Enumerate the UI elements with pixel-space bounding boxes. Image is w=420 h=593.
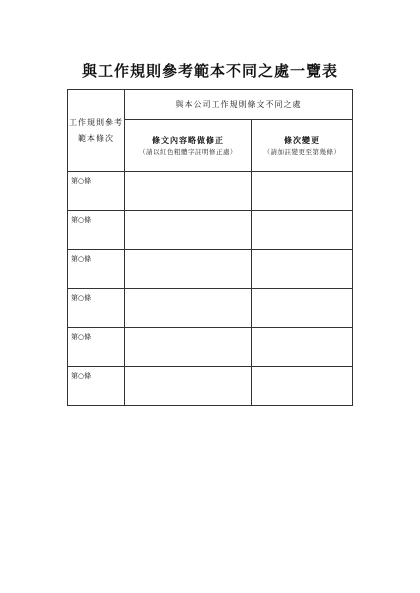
content-header-label: 條文內容略做修正 [152,134,224,145]
change-column-header [252,120,353,172]
article-label: 第○條 [71,333,92,341]
change-cell[interactable] [252,289,353,328]
table-row [68,289,353,328]
table-row [68,172,353,211]
content-cell[interactable] [125,367,252,406]
content-header-note: （請以紅色粗體字註明修正處） [139,147,237,156]
content-cell[interactable] [125,289,252,328]
article-cell [68,250,125,289]
change-cell[interactable] [252,172,353,211]
change-cell[interactable] [252,250,353,289]
article-label: 第○條 [71,177,92,185]
table-row [68,211,353,250]
article-label: 第○條 [71,255,92,263]
change-cell[interactable] [252,211,353,250]
content-cell[interactable] [125,250,252,289]
article-label: 第○條 [71,372,92,380]
article-column-header: 工作規則參考範本條次 [68,90,125,172]
table-row [68,328,353,367]
content-cell[interactable] [125,211,252,250]
change-header-label: 條次變更 [284,134,320,145]
content-column-header [125,120,252,172]
difference-group-header: 與本公司工作規則條文不同之處 [125,90,353,120]
article-cell [68,289,125,328]
change-cell[interactable] [252,328,353,367]
page-title: 與工作規則參考範本不同之處一覽表 [81,62,338,80]
content-cell[interactable] [125,328,252,367]
change-cell[interactable] [252,367,353,406]
article-label: 第○條 [71,216,92,224]
header-row-top [68,90,353,120]
article-cell [68,172,125,211]
article-cell [68,367,125,406]
article-cell [68,328,125,367]
table-row [68,250,353,289]
comparison-table [67,89,353,406]
content-cell[interactable] [125,172,252,211]
article-label: 第○條 [71,294,92,302]
change-header-note: （請加註變更至第幾條） [263,147,341,156]
table-row [68,367,353,406]
article-cell [68,211,125,250]
